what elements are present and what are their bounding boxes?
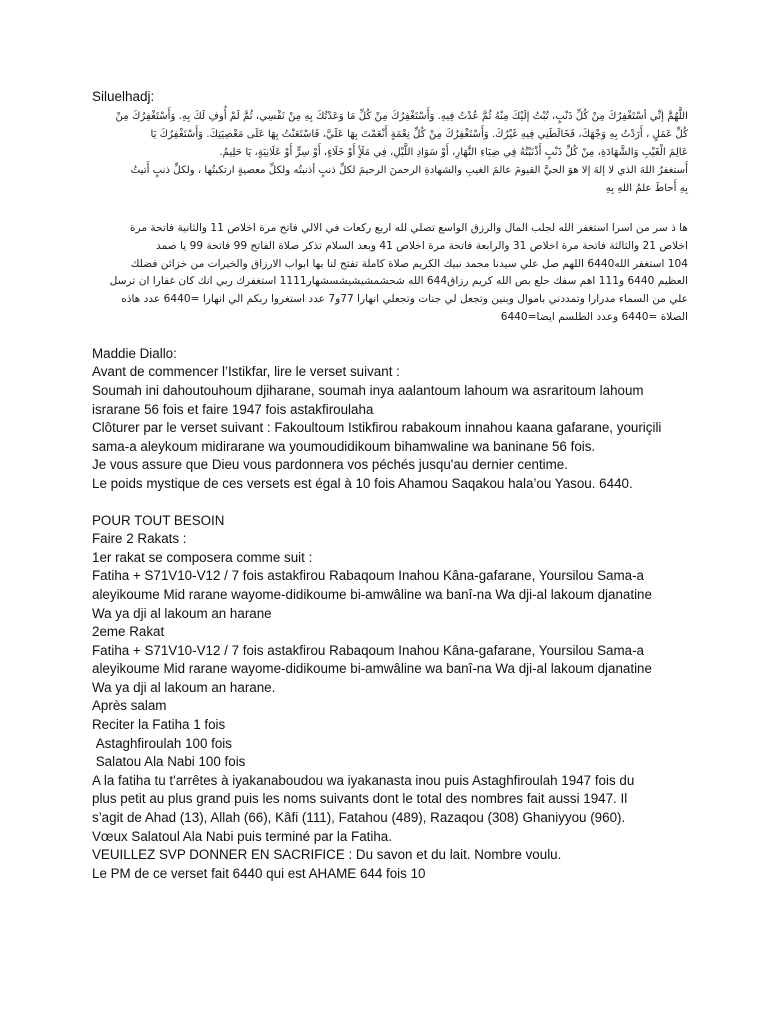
arabic-prayer-block (92, 108, 688, 198)
document-page (92, 88, 688, 883)
text-line: aleyikoume Mid rarane wayome-didikoume bi-amwâline wa banî-na Wa dji-al lakoum djanatine (92, 586, 652, 602)
text-line: 2eme Rakat (92, 624, 165, 640)
text-line: Clôturer par le verset suivant : Fakoultoum Istikfirou rabakoum innahou kaana gafarane, youriçili (92, 420, 662, 436)
arabic-line: أَستغفرُ اللهَ الذي لا إلهَ إلا هوَ الحيَّ القيومَ عالمَ الغيبِ والشهادةِ الرحمنَ الرحيمَ لكلِّ ذنبٍ أذنبتُه ولكلِّ معصيةٍ ارتكبتُها ، ولكلِّ ذنبٍ أَتيتُ (130, 165, 688, 176)
text-line: Wa ya dji al lakoum an harane (92, 605, 272, 621)
arabic-line: كُلِّ عَمَلٍ ، أَرَدْتُ بِهِ وَجْهَكَ، فَخَالَطَنِي فِيهِ غَيْرُكَ. وَأَسْتَغْفِرُكَ مِنْ كُلِّ نِعْمَةٍ أَنْعَمْتَ بِهَا عَلَيَّ، فَاسْتَعَنْتُ بِهَا عَلَى مَعْصِيَتِكَ. وَأَسْتَغْفِرُكَ يَا (150, 129, 688, 140)
text-line: s’agit de Ahad (13), Allah (66), Kâfi (111), Fatahou (489), Razaqou (308) Ghaniyyou (960). (92, 810, 626, 826)
arabic-line: ها ذ سر من اسرا استغفر الله لجلب المال والرزق الواسع تصلي لله اربع ركعات في الالي فاتح مرة اخلاص 11 والثانية فاتحة مرة (129, 222, 688, 234)
text-line: A la fatiha tu t'arrêtes à iyakanaboudou wa iyakanasta inou puis Astaghfiroulah 1947 fois du (92, 772, 635, 788)
text-line: Maddie Diallo: (92, 345, 177, 361)
text-line: Après salam (92, 698, 167, 714)
text-line: aleyikoume Mid rarane wayome-didikoume bi-amwâline wa banî-na Wa dji-al lakoum djanatine (92, 661, 652, 677)
text-line: Reciter la Fatiha 1 fois (92, 717, 226, 733)
arabic-instructions-block (92, 220, 688, 327)
text-line: plus petit au plus grand puis les noms suivants dont le total des nombres fait aussi 1947. Il (92, 791, 628, 807)
arabic-line: الصلاة =6440 وعدد الطلسم ايضا=6440 (500, 310, 688, 323)
text-line: VEUILLEZ SVP DONNER EN SACRIFICE : Du savon et du lait. Nombre voulu. (92, 847, 562, 863)
text-line: Vœux Salatoul Ala Nabi puis terminé par la Fatiha. (92, 828, 392, 844)
text-line: israrane 56 fois et faire 1947 fois astakfiroulaha (92, 401, 374, 417)
arabic-line: بِهِ أَحاطَ علمُ اللهِ بِهِ (605, 183, 688, 194)
text-line: Le PM de ce verset fait 6440 qui est AHAME 644 fois 10 (92, 865, 426, 881)
text-line: Le poids mystique de ces versets est égal à 10 fois Ahamou Saqakou hala’ou Yasou. 6440. (92, 475, 633, 491)
text-line: Fatiha + S71V10-V12 / 7 fois astakfirou Rabaqoum Inahou Kâna-gafarane, Yoursilou Sama-a (92, 642, 644, 658)
text-line: sama-a aleykoum midirarane wa youmoudidikoum bihamwaline wa baninane 56 fois. (92, 438, 596, 454)
text-line: Fatiha + S71V10-V12 / 7 fois astakfirou Rabaqoum Inahou Kâna-gafarane, Yoursilou Sama-a (92, 568, 644, 584)
text-line: Faire 2 Rakats : (92, 531, 187, 547)
text-line: Wa ya dji al lakoum an harane. (92, 679, 276, 695)
arabic-line: اللَّهُمَّ إنِّي أسْتَغْفِرُكَ مِنْ كُلِّ ذَنْبٍ، تُبْتُ إلَيْكَ مِنْهُ ثُمَّ عُدْتُ فِيهِ. وَأَسْتَغْفِرُكَ مِنْ كُلِّ مَا وَعَدْتُكَ بِهِ مِنْ نَفْسِي، ثُمَّ لَمْ أُوفِ لَكَ بِهِ. وَأَسْتَغْفِرُكَ مِنْ (115, 111, 688, 122)
author-siluelhadj: Siluelhadj: (92, 89, 155, 104)
arabic-line: علي من السماء مدرارا وتمددني باموال وبنين وتجعل لي جنات وتجعلي انهارا 77و7 عدد استغروا ربكم الي انهارا =6440 عدد هاذه (121, 293, 688, 306)
arabic-line: عَالِمَ الْغَيْبِ وَالشَّهَادَةِ، مِنْ كُلِّ ذَنْبٍ أَذْنَبْتُهُ فِي ضِيَاءِ النَّهَارِ، أَوْ سَوَادِ اللَّيْلِ، فِي مَلَأٍ أَوْ خَلَاءٍ، أَوْ سِرٍّ أَوْ عَلَانِيَةٍ، يَا حَلِيمُ. (219, 147, 688, 158)
pour-tout-besoin-section (92, 512, 688, 884)
text-line: Avant de commencer l’Istikfar, lire le verset suivant : (92, 364, 400, 380)
maddie-diallo-section (92, 345, 688, 494)
text-line: Je vous assure que Dieu vous pardonnera vos péchés jusqu'au dernier centime. (92, 457, 568, 473)
arabic-line: 104 استغفر الله6440 اللهم صل علي سيدنا محمد نبيك الكريم صلاة كاملة تفتح لنا بها ابواب الارزاق والخيرات من خزائن فضلك (130, 257, 688, 270)
text-line: Astaghfiroulah 100 fois (92, 735, 232, 751)
text-line: Soumah ini dahoutouhoum djiharane, soumah inya aalantoum lahoum wa asraritoum lahoum (92, 382, 644, 398)
arabic-line: العظيم 6440 و111 اهم سفك حلع بص الله كريم رزاق644 الله شحشمشيشيشسشهار1111 استغفرك ربي انك كان غفارا ان ترسل (109, 275, 688, 288)
text-line: 1er rakat se composera comme suit : (92, 549, 313, 565)
text-line: POUR TOUT BESOIN (92, 512, 225, 528)
text-line: Salatou Ala Nabi 100 fois (92, 754, 246, 770)
arabic-line: اخلاص 21 والثالثة فاتحة مرة اخلاص 31 والرابعة فاتحة مرة اخلاص 41 وبعد السلام تذكر صلاة الفاتح 99 فاتحة 99 يا صمد (156, 239, 688, 252)
